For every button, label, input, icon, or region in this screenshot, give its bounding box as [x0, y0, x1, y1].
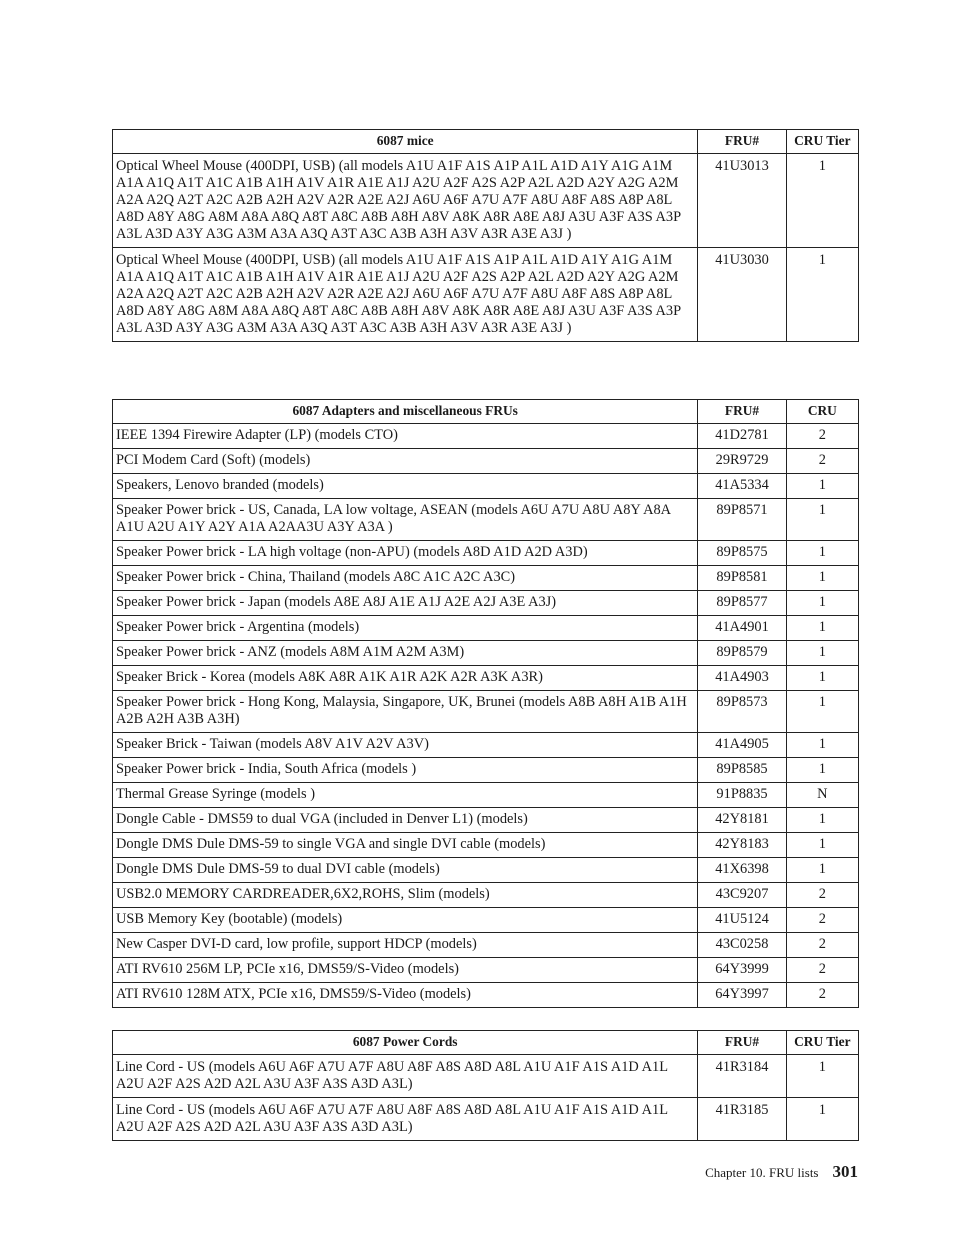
table-row: [113, 666, 859, 691]
table-row: [113, 983, 859, 1008]
table-body: [113, 424, 859, 1008]
part-description: Speaker Power brick - India, South Africa (models ): [113, 758, 698, 783]
table-row: [113, 758, 859, 783]
part-description: Line Cord - US (models A6U A6F A7U A7F A8U A8F A8S A8D A8L A1U A1F A1S A1D A1L A2U A2F A2S A2D A2L A3U A3F A3S A3D A3L): [113, 1055, 698, 1098]
part-description: Speaker Brick - Korea (models A8K A8R A1K A1R A2K A2R A3K A3R): [113, 666, 698, 691]
table-body: [113, 1055, 859, 1141]
table-row: [113, 499, 859, 541]
fru-number: 89P8571: [698, 499, 786, 541]
fru-number: 64Y3997: [698, 983, 786, 1008]
chapter-title: Chapter 10. FRU lists: [705, 1165, 819, 1180]
mice-table: [112, 129, 859, 342]
fru-number: 41U3013: [698, 154, 786, 248]
fru-number: 29R9729: [698, 449, 786, 474]
fru-number: 41U3030: [698, 248, 786, 342]
fru-number: 89P8577: [698, 591, 786, 616]
table-row: [113, 858, 859, 883]
part-description: Speakers, Lenovo branded (models): [113, 474, 698, 499]
cru-tier: N: [786, 783, 858, 808]
cru-tier: 1: [786, 1098, 858, 1141]
fru-number: 41U5124: [698, 908, 786, 933]
fru-number: 42Y8181: [698, 808, 786, 833]
table-row: [113, 449, 859, 474]
fru-number: 41X6398: [698, 858, 786, 883]
cru-tier: 2: [786, 933, 858, 958]
column-header-description: 6087 mice: [113, 130, 698, 154]
column-header-cru: CRU Tier: [786, 1031, 858, 1055]
cru-tier: 1: [786, 733, 858, 758]
fru-number: 41A5334: [698, 474, 786, 499]
table-row: [113, 474, 859, 499]
table-header-row: [113, 400, 859, 424]
cru-tier: 1: [786, 758, 858, 783]
fru-number: 41D2781: [698, 424, 786, 449]
table-row: [113, 908, 859, 933]
column-header-description: 6087 Power Cords: [113, 1031, 698, 1055]
cru-tier: 2: [786, 958, 858, 983]
table-row: [113, 783, 859, 808]
table-row: [113, 566, 859, 591]
table-row: [113, 154, 859, 248]
table-row: [113, 541, 859, 566]
table-header-row: [113, 130, 859, 154]
part-description: Speaker Power brick - LA high voltage (non-APU) (models A8D A1D A2D A3D): [113, 541, 698, 566]
table-row: [113, 933, 859, 958]
cru-tier: 1: [786, 858, 858, 883]
page-footer: [705, 1162, 858, 1182]
cru-tier: 1: [786, 499, 858, 541]
cru-tier: 1: [786, 616, 858, 641]
fru-number: 42Y8183: [698, 833, 786, 858]
cru-tier: 1: [786, 566, 858, 591]
part-description: Speaker Power brick - Japan (models A8E A8J A1E A1J A2E A2J A3E A3J): [113, 591, 698, 616]
part-description: IEEE 1394 Firewire Adapter (LP) (models CTO): [113, 424, 698, 449]
column-header-description: 6087 Adapters and miscellaneous FRUs: [113, 400, 698, 424]
cru-tier: 2: [786, 449, 858, 474]
table-row: [113, 691, 859, 733]
fru-number: 89P8573: [698, 691, 786, 733]
part-description: USB Memory Key (bootable) (models): [113, 908, 698, 933]
fru-number: 41A4905: [698, 733, 786, 758]
cru-tier: 1: [786, 808, 858, 833]
cru-tier: 2: [786, 983, 858, 1008]
cru-tier: 1: [786, 248, 858, 342]
part-description: Dongle DMS Dule DMS-59 to single VGA and single DVI cable (models): [113, 833, 698, 858]
table-row: [113, 733, 859, 758]
cru-tier: 2: [786, 883, 858, 908]
fru-number: 91P8835: [698, 783, 786, 808]
table-row: [113, 616, 859, 641]
fru-number: 89P8575: [698, 541, 786, 566]
part-description: Speaker Brick - Taiwan (models A8V A1V A2V A3V): [113, 733, 698, 758]
part-description: Thermal Grease Syringe (models ): [113, 783, 698, 808]
cru-tier: 1: [786, 591, 858, 616]
cru-tier: 1: [786, 474, 858, 499]
fru-number: 41R3184: [698, 1055, 786, 1098]
part-description: Dongle DMS Dule DMS-59 to dual DVI cable (models): [113, 858, 698, 883]
fru-number: 43C9207: [698, 883, 786, 908]
table-row: [113, 591, 859, 616]
table-row: [113, 958, 859, 983]
cru-tier: 2: [786, 424, 858, 449]
cru-tier: 1: [786, 833, 858, 858]
cru-tier: 1: [786, 641, 858, 666]
table-header-row: [113, 1031, 859, 1055]
cru-tier: 1: [786, 1055, 858, 1098]
column-header-fru: FRU#: [698, 400, 786, 424]
table-row: [113, 641, 859, 666]
part-description: Speaker Power brick - US, Canada, LA low voltage, ASEAN (models A6U A7U A8U A8Y A8A A1U A2U A1Y A2Y A1A A2AA3U A3Y A3A ): [113, 499, 698, 541]
table-row: [113, 808, 859, 833]
part-description: Line Cord - US (models A6U A6F A7U A7F A8U A8F A8S A8D A8L A1U A1F A1S A1D A1L A2U A2F A2S A2D A2L A3U A3F A3S A3D A3L): [113, 1098, 698, 1141]
fru-number: 89P8579: [698, 641, 786, 666]
part-description: Speaker Power brick - China, Thailand (models A8C A1C A2C A3C): [113, 566, 698, 591]
part-description: USB2.0 MEMORY CARDREADER,6X2,ROHS, Slim (models): [113, 883, 698, 908]
fru-number: 64Y3999: [698, 958, 786, 983]
part-description: Optical Wheel Mouse (400DPI, USB) (all models A1U A1F A1S A1P A1L A1D A1Y A1G A1M A1A A1Q A1T A1C A1B A1H A1V A1R A1E A1J A2U A2F A2S A2P A2L A2D A2Y A2G A2M A2A A2Q A2T A2C A2B A2H A2V A2R A2E A2J A6U A6F A7U A7F A8U A8F A8S A8P A8L A8D A8Y A8G A8M A8A A8Q A8T A8C A8B A8H A8V A8K A8R A8E A8J A3U A3F A3S A3P A3L A3D A3Y A3G A3M A3A A3Q A3T A3C A3B A3H A3V A3R A3E A3J ): [113, 248, 698, 342]
power-cords-table: [112, 1030, 859, 1141]
fru-number: 41R3185: [698, 1098, 786, 1141]
table-row: [113, 424, 859, 449]
fru-number: 89P8585: [698, 758, 786, 783]
table-row: [113, 248, 859, 342]
table-body: [113, 154, 859, 342]
cru-tier: 1: [786, 541, 858, 566]
part-description: New Casper DVI-D card, low profile, support HDCP (models): [113, 933, 698, 958]
column-header-cru: CRU Tier: [786, 130, 858, 154]
part-description: Speaker Power brick - ANZ (models A8M A1M A2M A3M): [113, 641, 698, 666]
part-description: Speaker Power brick - Hong Kong, Malaysia, Singapore, UK, Brunei (models A8B A8H A1B A1H A2B A2H A3B A3H): [113, 691, 698, 733]
cru-tier: 1: [786, 154, 858, 248]
table-row: [113, 883, 859, 908]
part-description: Optical Wheel Mouse (400DPI, USB) (all models A1U A1F A1S A1P A1L A1D A1Y A1G A1M A1A A1Q A1T A1C A1B A1H A1V A1R A1E A1J A2U A2F A2S A2P A2L A2D A2Y A2G A2M A2A A2Q A2T A2C A2B A2H A2V A2R A2E A2J A6U A6F A7U A7F A8U A8F A8S A8P A8L A8D A8Y A8G A8M A8A A8Q A8T A8C A8B A8H A8V A8K A8R A8E A8J A3U A3F A3S A3P A3L A3D A3Y A3G A3M A3A A3Q A3T A3C A3B A3H A3V A3R A3E A3J ): [113, 154, 698, 248]
column-header-cru: CRU: [786, 400, 858, 424]
part-description: PCI Modem Card (Soft) (models): [113, 449, 698, 474]
table-row: [113, 833, 859, 858]
adapters-table: [112, 399, 859, 1008]
part-description: Dongle Cable - DMS59 to dual VGA (included in Denver L1) (models): [113, 808, 698, 833]
column-header-fru: FRU#: [698, 130, 786, 154]
fru-number: 41A4901: [698, 616, 786, 641]
table-row: [113, 1098, 859, 1141]
fru-number: 41A4903: [698, 666, 786, 691]
page-number: 301: [832, 1162, 858, 1181]
fru-number: 43C0258: [698, 933, 786, 958]
column-header-fru: FRU#: [698, 1031, 786, 1055]
table-row: [113, 1055, 859, 1098]
cru-tier: 1: [786, 666, 858, 691]
fru-number: 89P8581: [698, 566, 786, 591]
cru-tier: 2: [786, 908, 858, 933]
cru-tier: 1: [786, 691, 858, 733]
part-description: ATI RV610 256M LP, PCIe x16, DMS59/S-Video (models): [113, 958, 698, 983]
part-description: Speaker Power brick - Argentina (models): [113, 616, 698, 641]
part-description: ATI RV610 128M ATX, PCIe x16, DMS59/S-Video (models): [113, 983, 698, 1008]
